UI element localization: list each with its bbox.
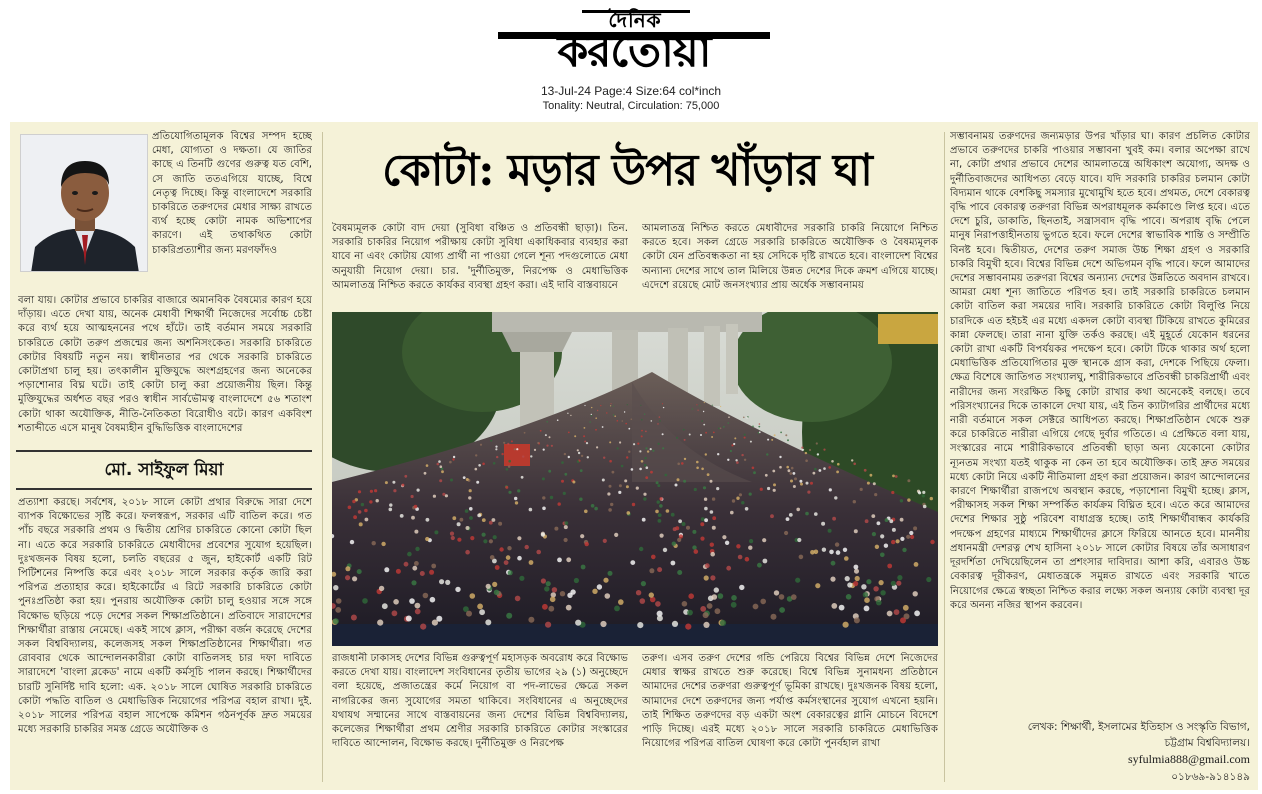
- column-divider-left: [322, 132, 323, 782]
- newspaper-clip: [10, 122, 1258, 790]
- newspaper-name: করতোয়া: [557, 26, 711, 77]
- author-photo: [20, 134, 148, 272]
- author-email: syfulmia888@gmail.com: [1127, 752, 1250, 766]
- protest-crowd-image: [332, 312, 938, 646]
- headline: কোটা: মড়ার উপর খাঁড়ার ঘা: [382, 145, 872, 196]
- article-text-left-bottom: প্রত্যাশা করছে। সর্বশেষ, ২০১৮ সালে কোটা প্রথার বিরুদ্ধে সারা দেশে ব্যাপক বিক্ষোভের সৃষ্টি করে। ফলস্বরূপ, সরকার এটি বাতিল করে। গত পাঁচ বছরে সরকারি প্রথম ও দ্বিতীয় শ্রেণির চাকরিতে কোনো কোটা ছিল না। এতে করে সরকারি চাকরিতে মেধাবীদের প্রবেশের সুযোগ হয়েছিল। দুঃখজনক বিষয় হলো, চলতি বছরের ৫ জুন, হাইকোর্ট একটি রিট পিটিশনের নিষ্পত্তি করে এবং ২০১৮ সালে সরকার কর্তৃক জারি করা পরিপত্র প্রত্যাহার করে। হাইকোর্টের এ রিটে সরকারি চাকরিতে কোটা পুনঃপ্রতিষ্ঠা করা হয়। পুনরায় অযৌক্তিক কোটা চালু হওয়ার সঙ্গে সঙ্গে বিক্ষোভ ছড়িয়ে পড়ে দেশের সকল শিক্ষাপ্রতিষ্ঠানে। প্রতিবাদে সারাদেশের শিক্ষার্থীরা রাস্তায় নেমেছে। একই সাথে ক্লাস, পরীক্ষা বর্জন করেছে দেশের সকল বিশ্ববিদ্যালয়, কলেজসহ সকল শিক্ষাপ্রতিষ্ঠানের শিক্ষার্থীরা। গত রোববার থেকে আন্দোলনকারীরা কোটা বাতিলসহ চার দফা দাবিতে সারাদেশে 'বাংলা ব্লকেড' নামে একটি কর্মসূচি পালন করছে। শিক্ষার্থীদের চারটি সুনির্দিষ্ট দাবি হলো: এক. ২০১৮ সালে ঘোষিত সরকারি চাকরিতে কোটা পদ্ধতি বাতিল ও মেধাভিত্তিক নিয়োগের পরিপত্র বহাল রাখা। দুই. ২০১৮ সালের পরিপত্র বহাল সাপেক্ষে কমিশন গঠনপূর্বক দ্রুত সময়ের মধ্যে সরকারি চাকরির সমস্ত গ্রেডে অযৌক্তিক ও: [18, 497, 312, 736]
- article-text-left-top-a: প্রতিযোগিতামূলক বিশ্বের সম্পদ হচ্ছে মেধা, যোগ্যতা ও দক্ষতা। যে জাতির কাছে এ তিনটি গুণের গুরুত্ব যত বেশি, সে জাতি ততএগিয়ে যাচ্ছে, বিশ্বে নেতৃত্ব দিচ্ছে। কিন্তু বাংলাদেশে সরকারি চাকরিতে তরুণদের মেধার সাক্ষ্য রাখতে ব্যর্থ হচ্ছে কোটা নামক অভিশাপের কারণে। এই তথাকথিত কোটা চাকরিপ্রত্যাশীর জন্য মরণফাঁদও: [152, 131, 312, 256]
- byline: মো. সাইফুল মিয়া: [104, 460, 224, 480]
- masthead: [0, 0, 1262, 120]
- author-phone: ০১৮৬৯-৯১৪১৪৯: [1171, 771, 1250, 783]
- article-text-mid-col2-bottom: তরুণ। এসব তরুণ দেশের গন্ডি পেরিয়ে বিশ্বের বিভিন্ন দেশে নিজেদের মেধার স্বাক্ষর রাখতে শুরু করেছে। বিশ্বে বিভিন্ন সুনামধন্য প্রতিষ্ঠানে আমাদের দেশের তরুণরা গুরুত্বপূর্ণ ভূমিকা রাখছে। দুঃখজনক বিষয় হলো, আমাদের দেশে তরুণদের জন্য পর্যাপ্ত কর্মসংস্থানের সুযোগ এখনো হয়নি। তাই শিক্ষিত তরুণদের বড় একটা অংশ বেকারত্বের গ্লানি মোচনে বিদেশে পাড়ি দিচ্ছে। এরই মধ্যে ২০১৮ সালে সরকারি চাকরিতে মেধাভিত্তিক নিয়োগের পরিপত্র বাতিল ঘোষণা করে কোটা পুনর্বহাল রাখা: [642, 653, 938, 750]
- column-divider-right: [944, 132, 945, 782]
- author-portrait-image: [21, 135, 148, 272]
- newspaper-name-small: দৈনিক: [608, 8, 662, 32]
- protest-rally-photo: [332, 312, 938, 646]
- clip-meta-line: 13-Jul-24 Page:4 Size:64 col*inch: [540, 84, 722, 98]
- article-text-mid-col1-top: বৈষম্যমূলক কোটা বাদ দেয়া (সুবিধা বঞ্চিত ও প্রতিবন্ধী ছাড়া)। তিন. সরকারি চাকরির নিয়োগ পরীক্ষায় কোটা সুবিধা একাধিকবার ব্যবহার করা যাবে না এবং কোটায় যোগ্য প্রার্থী না পাওয়া গেলে শূন্য পদগুলোতে মেধা অনুযায়ী নিয়োগ দেয়া। চার. 'দুর্নীতিমুক্ত, নিরপেক্ষ ও মেধাভিত্তিক আমলাতন্ত্র নিশ্চিত করতে কার্যকর ব্যবস্থা গ্রহণ করা। এই দাবি বাস্তবায়নে: [332, 223, 628, 291]
- article-text-mid-col2-top: আমলাতন্ত্র নিশ্চিত করতে মেধাবীদের সরকারি চাকরি নিয়োগে নিশ্চিত করতে হবে। সকল গ্রেডে সরকারি চাকরিতে অযৌক্তিক ও বৈষম্যমূলক কোটা যেন প্রতিবন্ধকতা না হয় সেদিকে দৃষ্টি রাখতে হবে। বাংলাদেশ বিশ্বের অন্যান্য দেশের সাথে তাল মিলিয়ে উন্নত দেশের দিকে ক্রমশ এগিয়ে যাচ্ছে। এদেশে রয়েছে মোট জনসংখ্যার প্রায় অর্ধেক সম্ভাবনাময়: [642, 223, 938, 291]
- article-text-left-top-b: বলা যায়। কোটার প্রভাবে চাকরির বাজারে অমানবিক বৈষম্যের কারণ হয়ে দাঁড়ায়। এতে দেখা যায়, অনেক মেধাবী শিক্ষার্থী নিজেদের সর্বোচ্চ চেষ্টা করে ব্যর্থ হয়ে আত্মহননের পথে হাঁটে। তাই বর্তমান সময়ে সরকারি চাকরিতে কোটা তরুণ প্রজন্মের জন্য অশনিসংকেত। সরকারি চাকরিতে কোটার বিষয়টি নতুন নয়। স্বাধীনতার পর থেকে সরকারি চাকরিতে কোটাপ্রথা চালু হয়। তৎকালীন মুক্তিযুদ্ধে অংশগ্রহণের জন্য অনেকের পড়াশোনার বিঘ্ন ঘটে। তাই কোটা চালু করা প্রয়োজনীয় ছিল। কিন্তু মুক্তিযুদ্ধের অর্ধশত বছর পরও স্বাধীন সার্বভৌমত্ব বাংলাদেশে ৫৬ শতাংশ কোটা থাকা অযৌক্তিক, নীতি-নৈতিকতা বিরোধীও বটে। কারণ একবিংশ শতাব্দীতে এসে মানুষ বৈষম্যহীন বুদ্ধিভিত্তিক বাংলাদেশের: [18, 295, 312, 434]
- clip-meta-line-2: Tonality: Neutral, Circulation: 75,000: [542, 100, 720, 112]
- article-text-mid-col1-bottom: রাজধানী ঢাকাসহ দেশের বিভিন্ন গুরুত্বপূর্ণ মহাসড়ক অবরোধ করে বিক্ষোভ করতে দেখা যায়। বাংলাদেশ সংবিধানের তৃতীয় ভাগের ২৯ (১) অনুচ্ছেদে বলা হয়েছে, প্রজাতন্ত্রের কর্মে নিয়োগ বা পদ-লাভের ক্ষেত্রে সকল নাগরিকের জন্য সুযোগের সমতা থাকিবে। সংবিধানের এ অনুচ্ছেদের যথাযথ সম্মানের সাথে বাস্তবায়নের জন্য দেশের বিভিন্ন বিশ্ববিদ্যালয়, কলেজের শিক্ষার্থীরা প্রথম শ্রেণীর সরকারি চাকরিতে কোটার সংস্কারের দাবিতে আন্দোলন, বিক্ষোভ করছে। দুর্নীতিমুক্ত ও নিরপেক্ষ: [332, 653, 628, 750]
- author-credit-line2: চট্টগ্রাম বিশ্ববিদ্যালয়।: [1164, 737, 1250, 749]
- article-text-right: সম্ভাবনাময় তরুণদের জন্যমড়ার উপর খাঁড়ার ঘা। কারণ প্রচলিত কোটার প্রভাবে তরুণদের চাকরি পাওয়ার সম্ভাবনা খুবই কম। বলার অপেক্ষা রাখে না, কোটা প্রথার প্রভাবে দেশের আমলাতন্ত্রে অধিকাংশ অযোগ্য, অদক্ষ ও দুর্নীতিবাজদের আধিপত্য বেড়ে যাবে। যদি সরকারি চাকরির চলমান কোটা বিদ্যমান থাকে বেশকিছু সমস্যার মুখোমুখি হতে হবে। প্রথমত, দেশে বেকারত্ব বৃদ্ধি পাবে বেকারত্ব তরুণরা বিভিন্ন অপরাধমূলক কর্মকাণ্ডে লিপ্ত হবে। এতে দেশে চুরি, ডাকাতি, ছিনতাই, সন্ত্রাসবাদ বৃদ্ধি পাবে। অপরাধ বৃদ্ধি পেলে মানুষ নিরাপত্তাহীনতায় ভুগতে হবে। ফলে দেশের স্বাভাবিক শান্তি ও সম্প্রীতি বিনষ্ট হবে। দ্বিতীয়ত, দেশের তরুণ সমাজ উচ্চ শিক্ষা গ্রহণ ও সরকারি চাকরি বিমুখী হবে। বিশ্বের বিভিন্ন দেশে অভিগমন বৃদ্ধি পাবে। ফলে আমাদের দেশের সম্ভাবনাময় তরুণরা বিশ্বের অন্যান্য দেশের উন্নতিতে অবদান রাখবে। আমরা মেধা শূন্য জাতিতে পরিণত হব। তাই সরকারি চাকরিতে চলমান কোটা বাতিল করা সময়ের দাবি। সরকারি চাকরিতে কোটা বিলুপ্তি নিয়ে চারদিকে এত হইচই এর মধ্যে একদল কোটা ব্যবস্থা টিকিয়ে রাখতে কুমিরের কান্না ফেলছে। তারা নানা যুক্তি তর্কও করছে। এই মুহূর্তে যেকোন ধরনের কোটা রাখা একটি বিপর্যয়কর পদক্ষেপ হবে। কোটা টিকে থাকার অর্থ হলো মেধাভিত্তিক প্রতিযোগিতার মুক্ত স্থানকে গ্রাস করা, দেশকে পিছিয়ে ফেলা। ক্ষেত্র বিশেষে জাতিগত সংখ্যালঘু, শারীরিকভাবে প্রতিবন্ধী চাকরিপ্রার্থী এবং নারীদের জন্য সংরক্ষিত কিছু কোটা রাখার কথা অনেকেই বলছে। তবে পরিসংখ্যানের দিকে তাকালে দেখা যায়, এই তিন ক্যাটাগরির প্রার্থীদের মধ্যে নারী বর্তমানে সকল সেক্টরে আধিপত্য করছে। শিক্ষাপ্রতিষ্ঠান থেকে শুরু করে চাকরিতে নারীরা এগিয়ে গেছে দুর্বার গতিতে। এ প্রেক্ষিতে বলা যায়, সংস্কারের নামে শারীরিকভাবে প্রতিবন্ধী ছাড়া অন্য যেকোনো কোটার ন্যূনতম সংখ্যা যতই থাকুক না কেন তা হবে অযৌক্তিক। তাই দ্রুত সময়ের মধ্যে কোটা নিয়ে একটি নীতিমালা গ্রহণ করা প্রয়োজন। কারণ আন্দোলনের কারণে শিক্ষার্থীরা রাজপথে অবস্থান করছে, পড়াশোনা বিমুখী হচ্ছে। ক্লাস, পরীক্ষাসহ সকল শিক্ষা সম্পর্কিত কার্যক্রম বিঘ্নিত হবে। এতে করে আমাদের দেশের শিক্ষার সুষ্ঠু পরিবেশ বাধাগ্রস্ত হচ্ছে। তাই শিক্ষার্থীবান্ধব কার্যকরি পদক্ষেপ গ্রহণের মাধ্যমে শিক্ষার্থীদের ক্লাসে ফিরিয়ে আনতে হবে। মাননীয় প্রধানমন্ত্রী দেশরত্ন শেখ হাসিনা ২০১৮ সালে কোটার বিষয়ে তাঁর অসাধারণ দূরদর্শিতা দেখিয়েছিলেন তা প্রশংসার দাবিদার। আশা করি, এবারও উচ্চ বেকারত্ব দূরীকরণ, মেধাতন্ত্রকে সমুন্নত রাখতে এবং সরকারি খাতে নিয়োগের ক্ষেত্রে স্বচ্ছতা নিশ্চিত করার লক্ষ্যে সকল অন্যায় কোটা ব্যবস্থা দূর করে অনন্য নজির স্থাপন করবেন।: [950, 131, 1250, 611]
- author-credit-line1: লেখক: শিক্ষার্থী, ইসলামের ইতিহাস ও সংস্কৃতি বিভাগ,: [1027, 721, 1250, 733]
- byline-box: [16, 450, 312, 490]
